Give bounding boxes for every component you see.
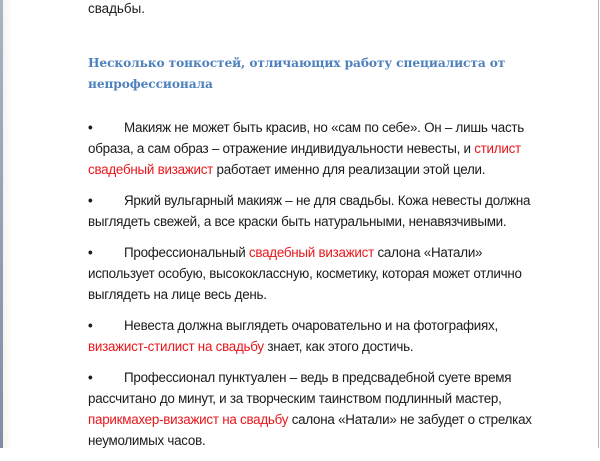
section-heading-line-2: непрофессионала [88, 77, 213, 91]
bullet-item-1 [88, 117, 548, 180]
bullet-text: салона «Натали» использует особую, высококлассную, косметику, которая может отлично выглядеть на лице весь день. [88, 245, 522, 302]
page-shadow [3, 0, 13, 448]
bullet-text: Невеста должна выглядеть очаровательно и на фотографиях, [124, 318, 498, 333]
bullet-item-3 [88, 242, 548, 305]
bullet-icon: • [88, 193, 93, 208]
intro-paragraph-tail: свадьбы. [88, 1, 145, 16]
section-heading-line-1: Несколько тонкостей, отличающих работу специалиста от [88, 56, 506, 70]
bullet-icon: • [88, 245, 93, 260]
section-heading [88, 53, 548, 95]
bullet-text: работает именно для реализации этой цели. [213, 162, 486, 177]
highlight-link[interactable]: парикмахер-визажист на свадьбу [88, 412, 289, 427]
bullet-text: знает, как этого достичь. [263, 339, 414, 354]
bullet-text: салона «Натали» не забудет о стрелках неумолимых часов. [88, 412, 532, 448]
highlight-link[interactable]: визажист-стилист на свадьбу [88, 339, 264, 354]
bullet-icon: • [88, 120, 93, 135]
bullet-item-5 [88, 367, 548, 451]
window-right-border [598, 0, 599, 448]
bullet-text: Профессиональный [124, 245, 249, 260]
bullet-icon: • [88, 370, 93, 385]
highlight-link[interactable]: свадебный визажист [248, 245, 374, 260]
bullet-item-2 [88, 190, 548, 232]
bullet-text: Яркий вульгарный макияж – не для свадьбы. Кожа невесты должна выглядеть свежей, а все краски быть натуральными, ненавязчивыми. [88, 193, 531, 229]
bullet-icon: • [88, 318, 93, 333]
highlight-link[interactable]: стилист свадебный визажист [88, 141, 521, 177]
bullet-list [88, 117, 548, 461]
bullet-item-4 [88, 315, 548, 357]
bullet-text: Профессионал пунктуален – ведь в предсвадебной суете время рассчитано до минут, и за творческим таинством подлинный мастер, [88, 370, 512, 406]
bullet-text: Макияж не может быть красив, но «сам по себе». Он – лишь часть образа, а сам образ – отражение индивидуальности невесты, и [88, 120, 525, 156]
